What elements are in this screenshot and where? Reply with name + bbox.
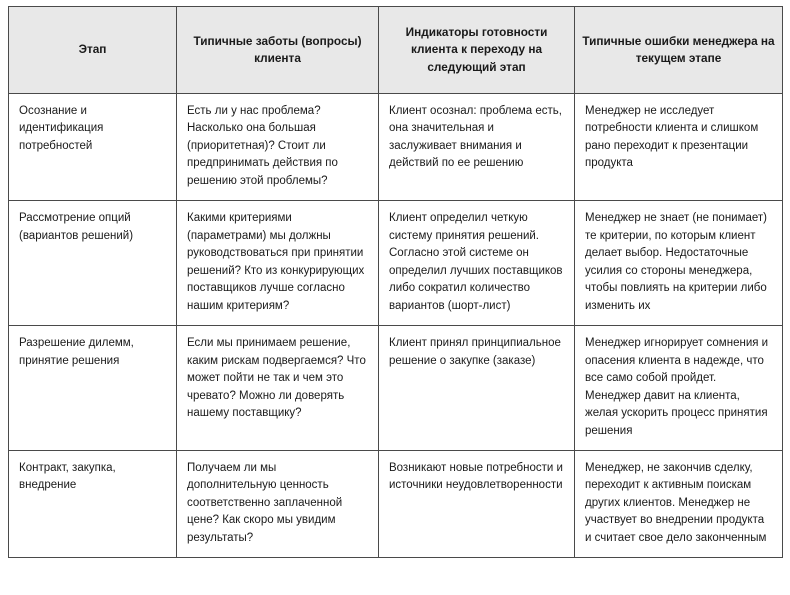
header-row [9, 7, 783, 94]
cell-readiness-indicators: Возникают новые потребности и источники неудовлетворенности [379, 450, 575, 557]
cell-client-concerns: Если мы принимаем решение, каким рискам подвергаемся? Что может пойти не так и чем это чревато? Можно ли доверять нашему поставщику? [177, 326, 379, 451]
cell-client-concerns: Какими критериями (параметрами) мы должны руководствоваться при принятии решений? Кто из конкурирующих поставщиков лучше согласно нашим критериям? [177, 201, 379, 326]
table-row [9, 450, 783, 557]
cell-manager-mistakes: Менеджер не исследует потребности клиента и слишком рано переходит к презентации продукта [575, 94, 783, 201]
column-header-readiness-indicators: Индикаторы готовности клиента к переходу на следующий этап [379, 7, 575, 94]
cell-stage: Разрешение дилемм, принятие решения [9, 326, 177, 451]
table-row [9, 326, 783, 451]
cell-stage: Контракт, закупка, внедрение [9, 450, 177, 557]
column-header-stage: Этап [9, 7, 177, 94]
cell-readiness-indicators: Клиент осознал: проблема есть, она значительная и заслуживает внимания и действий по ее решению [379, 94, 575, 201]
table-body [9, 94, 783, 558]
cell-manager-mistakes: Менеджер игнорирует сомнения и опасения клиента в надежде, что все само собой пройдет. Менеджер давит на клиента, желая ускорить процесс принятия решения [575, 326, 783, 451]
cell-client-concerns: Получаем ли мы дополнительную ценность соответственно заплаченной цене? Как скоро мы увидим результаты? [177, 450, 379, 557]
column-header-manager-mistakes: Типичные ошибки менеджера на текущем этапе [575, 7, 783, 94]
cell-client-concerns: Есть ли у нас проблема? Насколько она большая (приоритетная)? Стоит ли предпринимать действия по решению этой проблемы? [177, 94, 379, 201]
cell-stage: Рассмотрение опций (вариантов решений) [9, 201, 177, 326]
table-row [9, 201, 783, 326]
cell-stage: Осознание и идентификация потребностей [9, 94, 177, 201]
cell-readiness-indicators: Клиент принял принципиальное решение о закупке (заказе) [379, 326, 575, 451]
cell-manager-mistakes: Менеджер не знает (не понимает) те критерии, по которым клиент делает выбор. Недостаточные усилия со стороны менеджера, чтобы повлиять на критерии либо изменить их [575, 201, 783, 326]
cell-readiness-indicators: Клиент определил четкую систему принятия решений. Согласно этой системе он определил лучших поставщиков либо сократил количество вариантов (шорт-лист) [379, 201, 575, 326]
sales-stages-table [8, 6, 783, 558]
cell-manager-mistakes: Менеджер, не закончив сделку, переходит к активным поискам других клиентов. Менеджер не участвует во внедрении продукта и считает свое дело законченным [575, 450, 783, 557]
table-header [9, 7, 783, 94]
table-row [9, 94, 783, 201]
column-header-client-concerns: Типичные заботы (вопросы) клиента [177, 7, 379, 94]
